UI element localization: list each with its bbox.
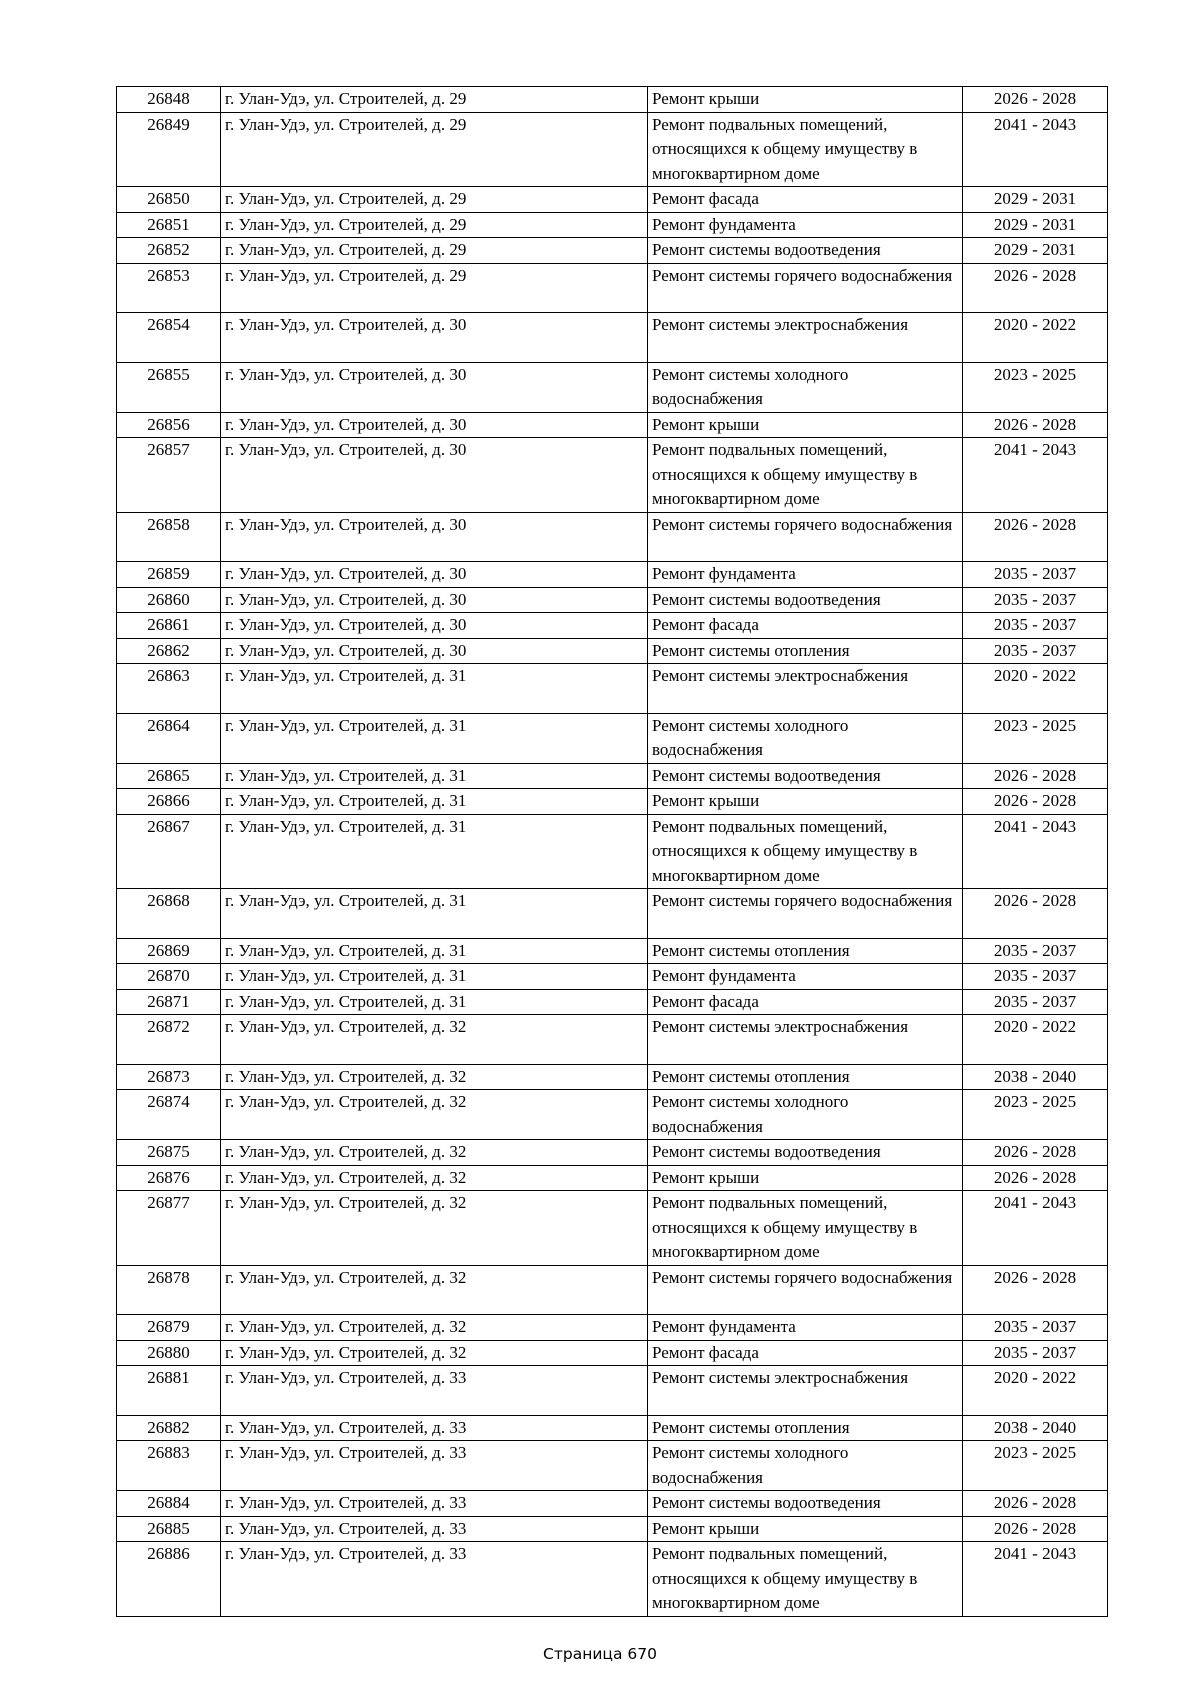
period-cell: 2026 - 2028 — [963, 512, 1108, 562]
period-cell: 2026 - 2028 — [963, 1516, 1108, 1542]
table-row — [117, 562, 1108, 588]
record-number-cell: 26849 — [117, 112, 221, 187]
address-cell: г. Улан-Удэ, ул. Строителей, д. 31 — [221, 964, 648, 990]
table-row — [117, 1340, 1108, 1366]
period-cell: 2029 - 2031 — [963, 238, 1108, 264]
work-type-cell: Ремонт системы электроснабжения — [648, 1366, 963, 1416]
work-type-cell: Ремонт фасада — [648, 1340, 963, 1366]
work-type-cell: Ремонт фасада — [648, 613, 963, 639]
period-cell: 2020 - 2022 — [963, 313, 1108, 363]
period-cell: 2038 - 2040 — [963, 1064, 1108, 1090]
record-number-cell: 26876 — [117, 1165, 221, 1191]
address-cell: г. Улан-Удэ, ул. Строителей, д. 30 — [221, 512, 648, 562]
record-number-cell: 26870 — [117, 964, 221, 990]
record-number-cell: 26854 — [117, 313, 221, 363]
record-number-cell: 26861 — [117, 613, 221, 639]
work-type-cell: Ремонт крыши — [648, 789, 963, 815]
work-type-cell: Ремонт системы водоотведения — [648, 587, 963, 613]
address-cell: г. Улан-Удэ, ул. Строителей, д. 29 — [221, 263, 648, 313]
address-cell: г. Улан-Удэ, ул. Строителей, д. 32 — [221, 1340, 648, 1366]
repair-schedule-table — [116, 86, 1108, 1617]
record-number-cell: 26873 — [117, 1064, 221, 1090]
work-type-cell: Ремонт фундамента — [648, 212, 963, 238]
period-cell: 2026 - 2028 — [963, 87, 1108, 113]
table-row — [117, 238, 1108, 264]
table-row — [117, 613, 1108, 639]
record-number-cell: 26869 — [117, 938, 221, 964]
period-cell: 2041 - 2043 — [963, 814, 1108, 889]
record-number-cell: 26848 — [117, 87, 221, 113]
record-number-cell: 26859 — [117, 562, 221, 588]
work-type-cell: Ремонт фундамента — [648, 562, 963, 588]
period-cell: 2035 - 2037 — [963, 938, 1108, 964]
address-cell: г. Улан-Удэ, ул. Строителей, д. 31 — [221, 938, 648, 964]
table-row — [117, 512, 1108, 562]
address-cell: г. Улан-Удэ, ул. Строителей, д. 33 — [221, 1366, 648, 1416]
work-type-cell: Ремонт фасада — [648, 187, 963, 213]
record-number-cell: 26855 — [117, 362, 221, 412]
address-cell: г. Улан-Удэ, ул. Строителей, д. 32 — [221, 1090, 648, 1140]
work-type-cell: Ремонт системы водоотведения — [648, 763, 963, 789]
record-number-cell: 26875 — [117, 1140, 221, 1166]
address-cell: г. Улан-Удэ, ул. Строителей, д. 32 — [221, 1064, 648, 1090]
period-cell: 2026 - 2028 — [963, 1491, 1108, 1517]
address-cell: г. Улан-Удэ, ул. Строителей, д. 33 — [221, 1441, 648, 1491]
table-row — [117, 587, 1108, 613]
work-type-cell: Ремонт подвальных помещений, относящихся к общему имуществу в многоквартирном доме — [648, 438, 963, 513]
table-row — [117, 638, 1108, 664]
period-cell: 2038 - 2040 — [963, 1415, 1108, 1441]
work-type-cell: Ремонт системы горячего водоснабжения — [648, 1265, 963, 1315]
period-cell: 2026 - 2028 — [963, 1265, 1108, 1315]
work-type-cell: Ремонт системы холодного водоснабжения — [648, 1441, 963, 1491]
address-cell: г. Улан-Удэ, ул. Строителей, д. 31 — [221, 713, 648, 763]
record-number-cell: 26886 — [117, 1542, 221, 1617]
work-type-cell: Ремонт системы холодного водоснабжения — [648, 713, 963, 763]
record-number-cell: 26871 — [117, 989, 221, 1015]
work-type-cell: Ремонт системы холодного водоснабжения — [648, 362, 963, 412]
period-cell: 2041 - 2043 — [963, 1191, 1108, 1266]
table-row — [117, 1441, 1108, 1491]
work-type-cell: Ремонт фасада — [648, 989, 963, 1015]
period-cell: 2020 - 2022 — [963, 1015, 1108, 1065]
period-cell: 2020 - 2022 — [963, 1366, 1108, 1416]
work-type-cell: Ремонт системы отопления — [648, 1064, 963, 1090]
work-type-cell: Ремонт системы электроснабжения — [648, 1015, 963, 1065]
address-cell: г. Улан-Удэ, ул. Строителей, д. 29 — [221, 112, 648, 187]
period-cell: 2041 - 2043 — [963, 112, 1108, 187]
record-number-cell: 26884 — [117, 1491, 221, 1517]
record-number-cell: 26882 — [117, 1415, 221, 1441]
record-number-cell: 26863 — [117, 664, 221, 714]
period-cell: 2023 - 2025 — [963, 1441, 1108, 1491]
work-type-cell: Ремонт системы отопления — [648, 1415, 963, 1441]
record-number-cell: 26850 — [117, 187, 221, 213]
address-cell: г. Улан-Удэ, ул. Строителей, д. 33 — [221, 1542, 648, 1617]
address-cell: г. Улан-Удэ, ул. Строителей, д. 31 — [221, 889, 648, 939]
record-number-cell: 26872 — [117, 1015, 221, 1065]
table-row — [117, 664, 1108, 714]
table-row — [117, 412, 1108, 438]
record-number-cell: 26858 — [117, 512, 221, 562]
table-row — [117, 263, 1108, 313]
table-row — [117, 1491, 1108, 1517]
record-number-cell: 26868 — [117, 889, 221, 939]
address-cell: г. Улан-Удэ, ул. Строителей, д. 29 — [221, 238, 648, 264]
period-cell: 2029 - 2031 — [963, 212, 1108, 238]
address-cell: г. Улан-Удэ, ул. Строителей, д. 33 — [221, 1516, 648, 1542]
address-cell: г. Улан-Удэ, ул. Строителей, д. 32 — [221, 1140, 648, 1166]
table-row — [117, 112, 1108, 187]
period-cell: 2041 - 2043 — [963, 438, 1108, 513]
table-row — [117, 1516, 1108, 1542]
work-type-cell: Ремонт системы холодного водоснабжения — [648, 1090, 963, 1140]
table-row — [117, 1015, 1108, 1065]
address-cell: г. Улан-Удэ, ул. Строителей, д. 31 — [221, 789, 648, 815]
table-row — [117, 889, 1108, 939]
table-row — [117, 1090, 1108, 1140]
table-row — [117, 1415, 1108, 1441]
address-cell: г. Улан-Удэ, ул. Строителей, д. 31 — [221, 763, 648, 789]
period-cell: 2035 - 2037 — [963, 587, 1108, 613]
address-cell: г. Улан-Удэ, ул. Строителей, д. 30 — [221, 412, 648, 438]
table-row — [117, 212, 1108, 238]
record-number-cell: 26880 — [117, 1340, 221, 1366]
work-type-cell: Ремонт системы горячего водоснабжения — [648, 889, 963, 939]
work-type-cell: Ремонт системы электроснабжения — [648, 313, 963, 363]
work-type-cell: Ремонт системы горячего водоснабжения — [648, 263, 963, 313]
work-type-cell: Ремонт системы горячего водоснабжения — [648, 512, 963, 562]
record-number-cell: 26881 — [117, 1366, 221, 1416]
address-cell: г. Улан-Удэ, ул. Строителей, д. 30 — [221, 613, 648, 639]
address-cell: г. Улан-Удэ, ул. Строителей, д. 30 — [221, 587, 648, 613]
period-cell: 2026 - 2028 — [963, 763, 1108, 789]
period-cell: 2023 - 2025 — [963, 713, 1108, 763]
period-cell: 2023 - 2025 — [963, 1090, 1108, 1140]
table-row — [117, 1366, 1108, 1416]
address-cell: г. Улан-Удэ, ул. Строителей, д. 31 — [221, 814, 648, 889]
work-type-cell: Ремонт подвальных помещений, относящихся к общему имуществу в многоквартирном доме — [648, 112, 963, 187]
address-cell: г. Улан-Удэ, ул. Строителей, д. 30 — [221, 562, 648, 588]
record-number-cell: 26856 — [117, 412, 221, 438]
period-cell: 2023 - 2025 — [963, 362, 1108, 412]
work-type-cell: Ремонт крыши — [648, 87, 963, 113]
table-row — [117, 763, 1108, 789]
address-cell: г. Улан-Удэ, ул. Строителей, д. 30 — [221, 313, 648, 363]
table-row — [117, 187, 1108, 213]
period-cell: 2035 - 2037 — [963, 613, 1108, 639]
work-type-cell: Ремонт системы отопления — [648, 638, 963, 664]
period-cell: 2041 - 2043 — [963, 1542, 1108, 1617]
table-row — [117, 814, 1108, 889]
record-number-cell: 26867 — [117, 814, 221, 889]
record-number-cell: 26862 — [117, 638, 221, 664]
table-row — [117, 313, 1108, 363]
table-row — [117, 1140, 1108, 1166]
table-row — [117, 362, 1108, 412]
table-body — [117, 87, 1108, 1617]
period-cell: 2026 - 2028 — [963, 789, 1108, 815]
address-cell: г. Улан-Удэ, ул. Строителей, д. 30 — [221, 638, 648, 664]
work-type-cell: Ремонт крыши — [648, 1165, 963, 1191]
record-number-cell: 26857 — [117, 438, 221, 513]
address-cell: г. Улан-Удэ, ул. Строителей, д. 31 — [221, 664, 648, 714]
table-row — [117, 713, 1108, 763]
period-cell: 2029 - 2031 — [963, 187, 1108, 213]
address-cell: г. Улан-Удэ, ул. Строителей, д. 30 — [221, 438, 648, 513]
record-number-cell: 26883 — [117, 1441, 221, 1491]
address-cell: г. Улан-Удэ, ул. Строителей, д. 32 — [221, 1315, 648, 1341]
address-cell: г. Улан-Удэ, ул. Строителей, д. 33 — [221, 1491, 648, 1517]
period-cell: 2035 - 2037 — [963, 1315, 1108, 1341]
period-cell: 2035 - 2037 — [963, 638, 1108, 664]
record-number-cell: 26879 — [117, 1315, 221, 1341]
address-cell: г. Улан-Удэ, ул. Строителей, д. 29 — [221, 87, 648, 113]
work-type-cell: Ремонт крыши — [648, 412, 963, 438]
work-type-cell: Ремонт фундамента — [648, 1315, 963, 1341]
work-type-cell: Ремонт подвальных помещений, относящихся к общему имуществу в многоквартирном доме — [648, 814, 963, 889]
address-cell: г. Улан-Удэ, ул. Строителей, д. 30 — [221, 362, 648, 412]
work-type-cell: Ремонт фундамента — [648, 964, 963, 990]
period-cell: 2026 - 2028 — [963, 889, 1108, 939]
address-cell: г. Улан-Удэ, ул. Строителей, д. 32 — [221, 1165, 648, 1191]
period-cell: 2035 - 2037 — [963, 964, 1108, 990]
table-row — [117, 964, 1108, 990]
record-number-cell: 26878 — [117, 1265, 221, 1315]
table-row — [117, 1315, 1108, 1341]
address-cell: г. Улан-Удэ, ул. Строителей, д. 32 — [221, 1191, 648, 1266]
table-row — [117, 1165, 1108, 1191]
period-cell: 2026 - 2028 — [963, 1140, 1108, 1166]
table-row — [117, 938, 1108, 964]
address-cell: г. Улан-Удэ, ул. Строителей, д. 33 — [221, 1415, 648, 1441]
period-cell: 2035 - 2037 — [963, 1340, 1108, 1366]
period-cell: 2026 - 2028 — [963, 1165, 1108, 1191]
record-number-cell: 26874 — [117, 1090, 221, 1140]
work-type-cell: Ремонт крыши — [648, 1516, 963, 1542]
record-number-cell: 26864 — [117, 713, 221, 763]
table-row — [117, 438, 1108, 513]
address-cell: г. Улан-Удэ, ул. Строителей, д. 32 — [221, 1265, 648, 1315]
period-cell: 2035 - 2037 — [963, 562, 1108, 588]
period-cell: 2026 - 2028 — [963, 263, 1108, 313]
work-type-cell: Ремонт системы водоотведения — [648, 1491, 963, 1517]
table-row — [117, 87, 1108, 113]
address-cell: г. Улан-Удэ, ул. Строителей, д. 32 — [221, 1015, 648, 1065]
record-number-cell: 26885 — [117, 1516, 221, 1542]
table-row — [117, 1265, 1108, 1315]
record-number-cell: 26851 — [117, 212, 221, 238]
work-type-cell: Ремонт подвальных помещений, относящихся к общему имуществу в многоквартирном доме — [648, 1191, 963, 1266]
work-type-cell: Ремонт системы отопления — [648, 938, 963, 964]
period-cell: 2035 - 2037 — [963, 989, 1108, 1015]
table-row — [117, 1191, 1108, 1266]
record-number-cell: 26866 — [117, 789, 221, 815]
table-row — [117, 1542, 1108, 1617]
address-cell: г. Улан-Удэ, ул. Строителей, д. 29 — [221, 187, 648, 213]
period-cell: 2026 - 2028 — [963, 412, 1108, 438]
work-type-cell: Ремонт подвальных помещений, относящихся к общему имуществу в многоквартирном доме — [648, 1542, 963, 1617]
record-number-cell: 26877 — [117, 1191, 221, 1266]
table-row — [117, 989, 1108, 1015]
period-cell: 2020 - 2022 — [963, 664, 1108, 714]
table-row — [117, 789, 1108, 815]
page-number: Страница 670 — [543, 1645, 657, 1663]
table-row — [117, 1064, 1108, 1090]
record-number-cell: 26853 — [117, 263, 221, 313]
record-number-cell: 26860 — [117, 587, 221, 613]
work-type-cell: Ремонт системы водоотведения — [648, 238, 963, 264]
work-type-cell: Ремонт системы электроснабжения — [648, 664, 963, 714]
work-type-cell: Ремонт системы водоотведения — [648, 1140, 963, 1166]
address-cell: г. Улан-Удэ, ул. Строителей, д. 29 — [221, 212, 648, 238]
record-number-cell: 26865 — [117, 763, 221, 789]
record-number-cell: 26852 — [117, 238, 221, 264]
address-cell: г. Улан-Удэ, ул. Строителей, д. 31 — [221, 989, 648, 1015]
